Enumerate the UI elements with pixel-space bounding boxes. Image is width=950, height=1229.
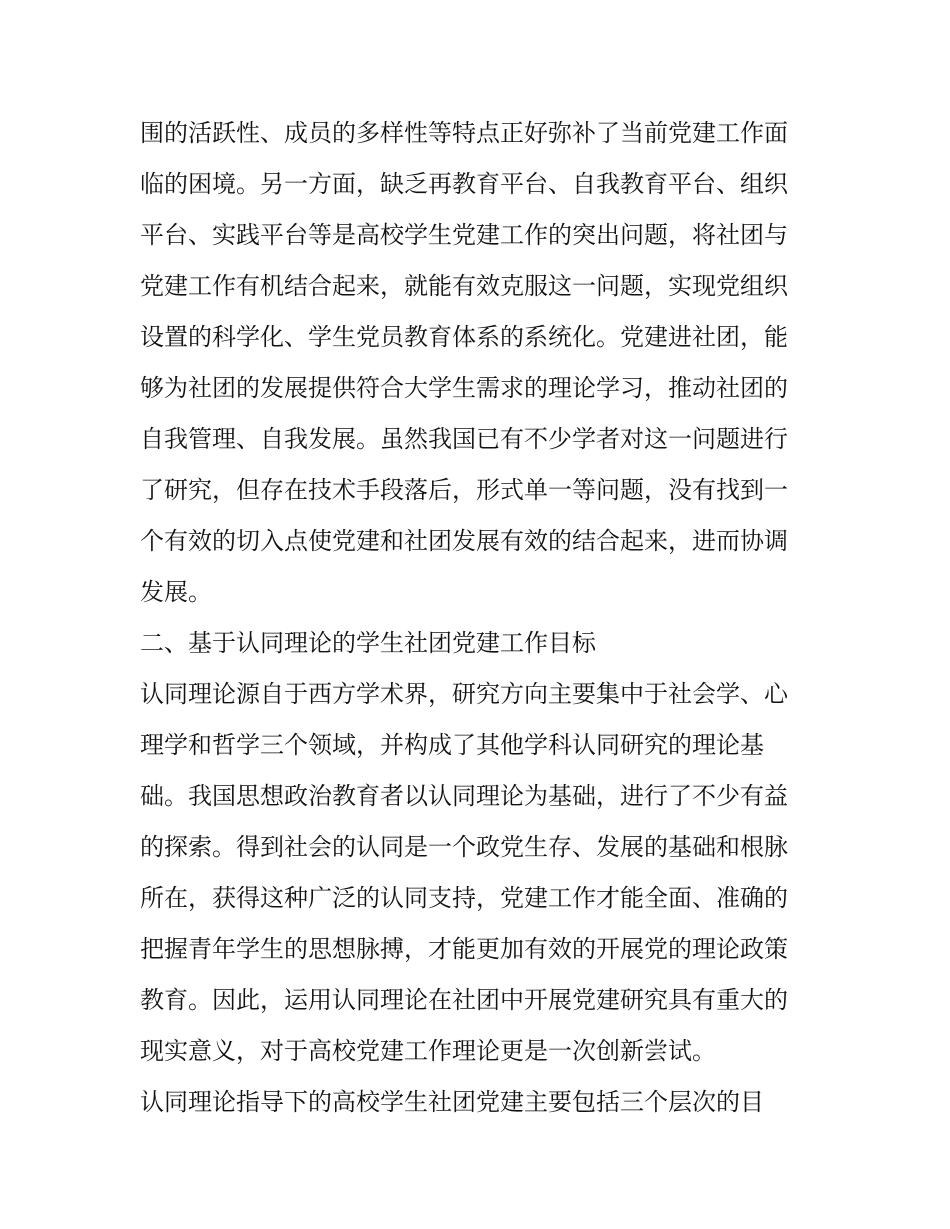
text-line: 设置的科学化、学生党员教育体系的系统化。党建进社团，能 (140, 323, 788, 351)
text-line: 发展。 (140, 578, 212, 606)
text-line: 党建工作有机结合起来，就能有效克服这一问题，实现党组织 (140, 272, 788, 300)
text-line: 自我管理、自我发展。虽然我国已有不少学者对这一问题进行 (140, 425, 788, 453)
text-line: 理学和哲学三个领域，并构成了其他学科认同研究的理论基 (140, 731, 764, 759)
text-line: 了研究，但存在技术手段落后，形式单一等问题，没有找到一 (140, 476, 788, 504)
text-line: 教育。因此，运用认同理论在社团中开展党建研究具有重大的 (140, 986, 788, 1014)
text-line: 现实意义，对于高校党建工作理论更是一次创新尝试。 (140, 1037, 716, 1065)
text-line: 个有效的切入点使党建和社团发展有效的结合起来，进而协调 (140, 527, 788, 555)
text-line: 础。我国思想政治教育者以认同理论为基础，进行了不少有益 (140, 782, 788, 810)
text-line: 够为社团的发展提供符合大学生需求的理论学习，推动社团的 (140, 374, 788, 402)
text-line: 临的困境。另一方面，缺乏再教育平台、自我教育平台、组织 (140, 170, 788, 198)
text-line: 平台、实践平台等是高校学生党建工作的突出问题，将社团与 (140, 221, 788, 249)
text-line: 所在，获得这种广泛的认同支持，党建工作才能全面、准确的 (140, 884, 788, 912)
text-line: 认同理论源自于西方学术界，研究方向主要集中于社会学、心 (140, 680, 788, 708)
section-heading: 二、基于认同理论的学生社团党建工作目标 (140, 629, 596, 657)
text-line: 把握青年学生的思想脉搏，才能更加有效的开展党的理论政策 (140, 935, 788, 963)
document-body (140, 108, 820, 1128)
text-line: 的探索。得到社会的认同是一个政党生存、发展的基础和根脉 (140, 833, 788, 861)
text-line: 认同理论指导下的高校学生社团党建主要包括三个层次的目 (140, 1088, 764, 1116)
text-line: 围的活跃性、成员的多样性等特点正好弥补了当前党建工作面 (140, 119, 788, 147)
